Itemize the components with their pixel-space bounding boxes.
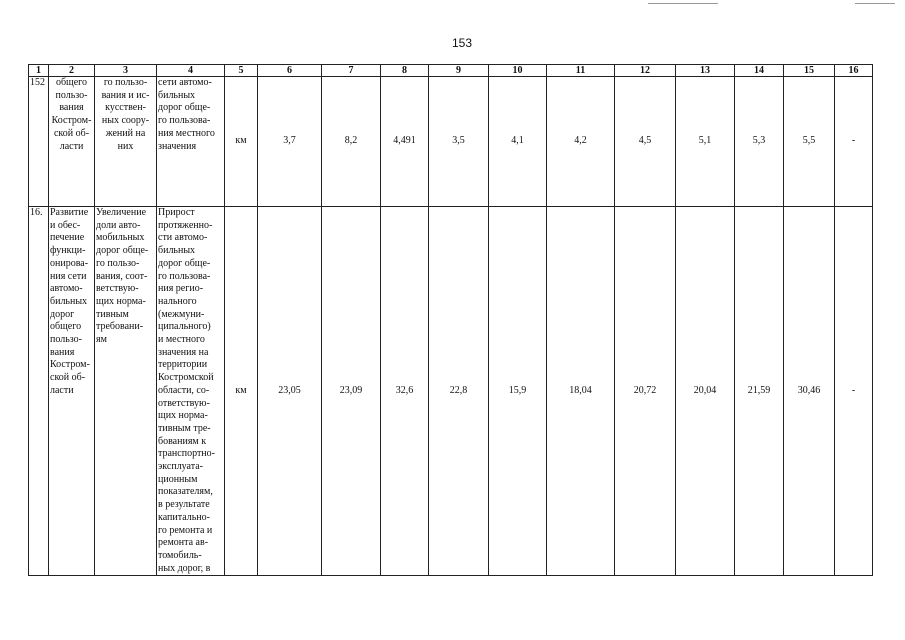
cell-value: 4,5 xyxy=(615,77,676,207)
column-header: 6 xyxy=(258,65,322,77)
cell-value: 32,6 xyxy=(381,207,429,576)
column-header: 15 xyxy=(784,65,835,77)
cell-value: 20,04 xyxy=(676,207,735,576)
cell-unit: км xyxy=(225,77,258,207)
column-header: 5 xyxy=(225,65,258,77)
cell-goal: го пользо- вания и ис- кусствен- ных соору- жений на них xyxy=(95,77,157,207)
scan-artifact-line xyxy=(648,3,718,4)
page-number: 153 xyxy=(451,36,473,50)
row-number: 16. xyxy=(29,207,49,576)
cell-value: 23,05 xyxy=(258,207,322,576)
column-header: 9 xyxy=(429,65,489,77)
column-header: 14 xyxy=(735,65,784,77)
column-header: 1 xyxy=(29,65,49,77)
cell-value: 3,7 xyxy=(258,77,322,207)
table-header-row xyxy=(29,65,873,77)
table-row xyxy=(29,77,873,207)
cell-value: 21,59 xyxy=(735,207,784,576)
table-row xyxy=(29,207,873,576)
cell-value: 5,1 xyxy=(676,77,735,207)
column-header: 7 xyxy=(322,65,381,77)
row-number: 152 xyxy=(29,77,49,207)
cell-indicator: сети автомо- бильных дорог обще- го пользова- ния местного значения xyxy=(157,77,225,207)
column-header: 2 xyxy=(49,65,95,77)
cell-program-name: общего пользо- вания Костром- ской об- ласти xyxy=(49,77,95,207)
cell-value: 8,2 xyxy=(322,77,381,207)
cell-value: 15,9 xyxy=(489,207,547,576)
column-header: 12 xyxy=(615,65,676,77)
indicators-table xyxy=(28,64,873,576)
cell-value: 23,09 xyxy=(322,207,381,576)
cell-value: 4,2 xyxy=(547,77,615,207)
cell-unit: км xyxy=(225,207,258,576)
cell-value: 18,04 xyxy=(547,207,615,576)
cell-value: 5,3 xyxy=(735,77,784,207)
cell-value: 4,1 xyxy=(489,77,547,207)
cell-value: 3,5 xyxy=(429,77,489,207)
column-header: 11 xyxy=(547,65,615,77)
column-header: 13 xyxy=(676,65,735,77)
cell-last: - xyxy=(835,77,873,207)
cell-program-name: Развитие и обес- печение функци- онирова- ния сети автомо- бильных дорог общего пользо- вания Костром- ской об- ласти xyxy=(49,207,95,576)
column-header: 16 xyxy=(835,65,873,77)
cell-value: 30,46 xyxy=(784,207,835,576)
column-header: 3 xyxy=(95,65,157,77)
column-header: 8 xyxy=(381,65,429,77)
cell-value: 20,72 xyxy=(615,207,676,576)
cell-value: 5,5 xyxy=(784,77,835,207)
cell-value: 22,8 xyxy=(429,207,489,576)
cell-last: - xyxy=(835,207,873,576)
cell-goal: Увеличение доли авто- мобильных дорог обще- го пользо- вания, соот- ветствую- щих норма- тивным требовани- ям xyxy=(95,207,157,576)
column-header: 10 xyxy=(489,65,547,77)
cell-indicator: Прирост протяженно- сти автомо- бильных дорог обще- го пользова- ния регио- нального (межмуни- ципального) и местного значения на территории Костромской области, со- ответствую- щих норма- тивным тре- бованиям к транспортно- эксплуата- ционным показателям, в результате капитально- го ремонта и ремонта ав- томобиль- ных дорог, в xyxy=(157,207,225,576)
scan-artifact-line xyxy=(855,3,895,4)
cell-value: 4,491 xyxy=(381,77,429,207)
column-header: 4 xyxy=(157,65,225,77)
